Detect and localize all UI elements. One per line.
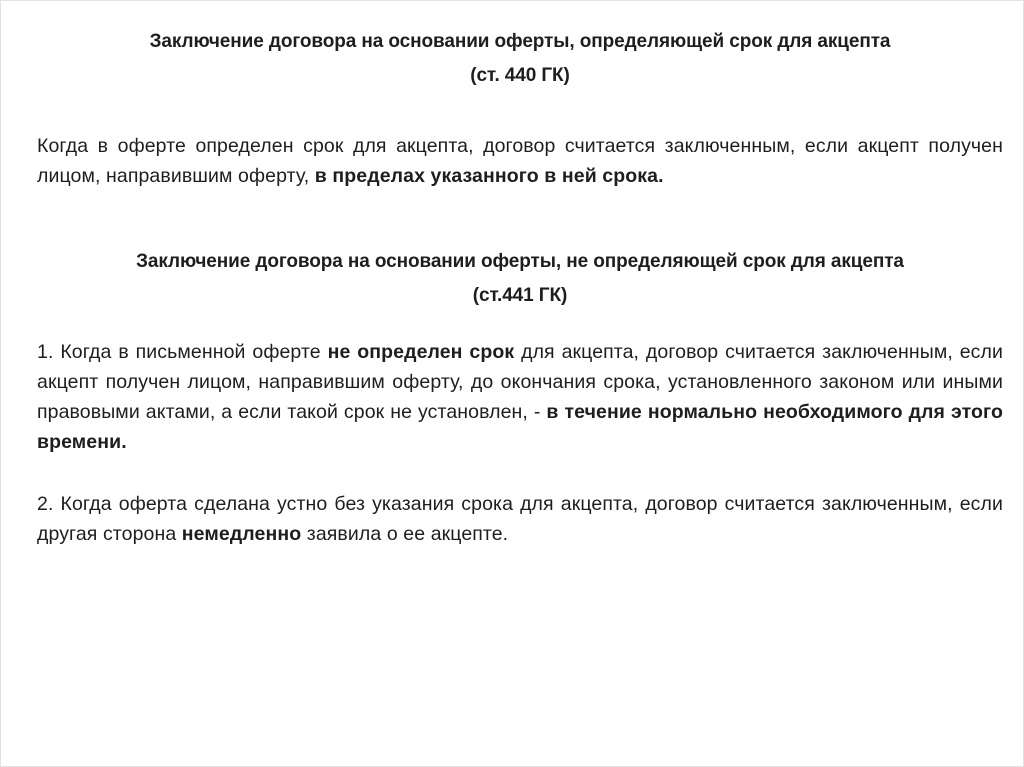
section1-paragraph [37, 131, 1003, 191]
section2-heading-article: (ст.441 ГК) [472, 285, 568, 306]
section2-item2-emphasis: немедленно [181, 523, 302, 545]
section2-item1 [37, 337, 1003, 457]
section1-heading [37, 25, 1003, 93]
section2-item2-text-end: заявила о ее акцепте. [301, 523, 509, 545]
slide-content [37, 25, 1003, 549]
section2-item1-text-middle: для акцепта, договор считается заключенным, если акцепт получен лицом, направившим оферту, до окончания срока, установленного законом или иными правовыми актами, а если такой срок не установлен, - [37, 341, 1003, 423]
section2-item2-text-start: 2. Когда оферта сделана устно без указания срока для акцепта, договор считается заключенным, если другая сторона [37, 493, 1003, 545]
section1-paragraph-text: Когда в оферте определен срок для акцепта, договор считается заключенным, если акцепт получен лицом, направившим оферту, [37, 135, 1003, 187]
section2-heading [37, 245, 1003, 313]
section1-heading-article: (ст. 440 ГК) [470, 65, 570, 86]
section2-item2 [37, 489, 1003, 549]
section2-item1-emphasis-term: не определен срок [327, 341, 515, 363]
section2-heading-title: Заключение договора на основании оферты, не определяющей срок для акцепта [136, 251, 904, 272]
section2-item1-emphasis-time: в течение нормально необходимого для этого времени. [37, 401, 1003, 453]
section1-paragraph-emphasis: в пределах указанного в ней срока. [314, 165, 664, 187]
section2-item1-text-start: 1. Когда в письменной оферте [37, 341, 328, 363]
section1-heading-title: Заключение договора на основании оферты, определяющей срок для акцепта [149, 31, 891, 52]
